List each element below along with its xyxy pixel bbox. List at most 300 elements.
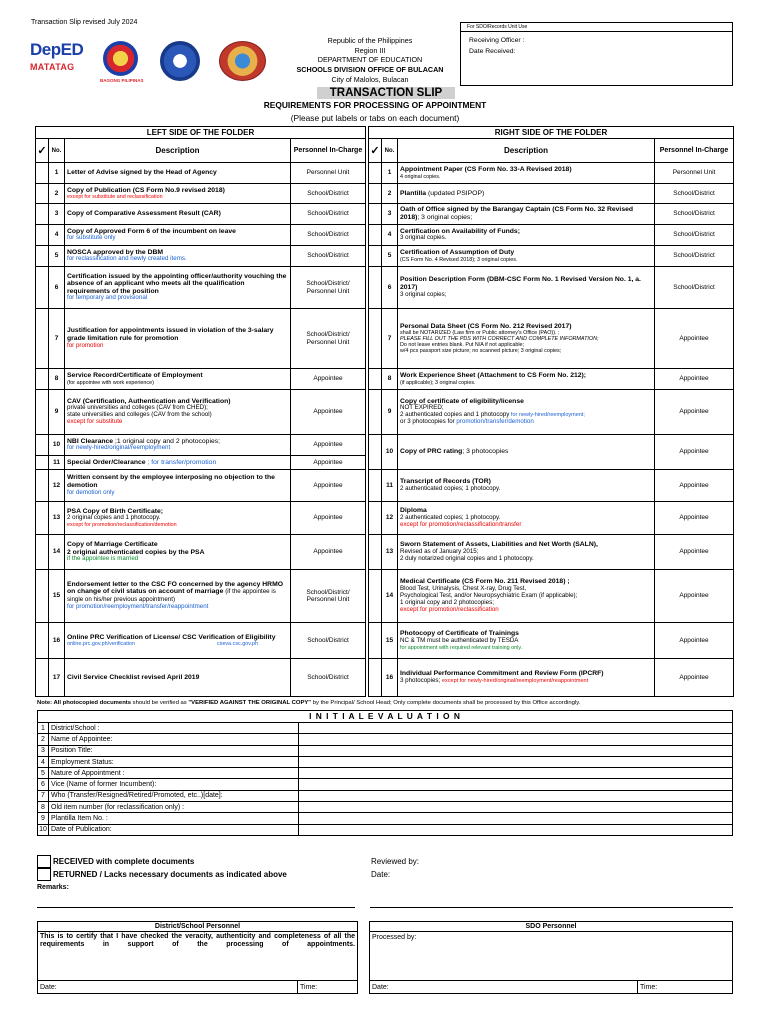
personnel-in-charge: Appointee (291, 470, 366, 502)
personnel-column-header: Personnel In-Charge (291, 139, 366, 163)
personnel-in-charge: Personnel Unit (291, 163, 366, 184)
table-row (38, 779, 733, 790)
checkbox-cell[interactable] (36, 659, 49, 697)
table-row (369, 470, 734, 502)
row-number: 15 (49, 570, 65, 623)
row-number: 2 (382, 184, 398, 204)
personnel-in-charge: School/District (655, 184, 734, 204)
requirement-title: Service Record/Certificate of Employment (67, 372, 203, 380)
evaluation-value-field[interactable] (299, 745, 733, 756)
letterhead-line: Republic of the Philippines (327, 36, 413, 45)
row-number: 9 (38, 813, 49, 824)
row-description (65, 390, 291, 435)
row-description (398, 267, 655, 309)
table-row (36, 246, 366, 267)
checkbox-cell[interactable] (369, 470, 382, 502)
letterhead-line: SCHOOLS DIVISION OFFICE OF BULACAN (296, 65, 444, 75)
row-description (398, 246, 655, 267)
requirement-title: Plantilla (400, 189, 427, 197)
row-number: 17 (49, 659, 65, 697)
row-description (65, 225, 291, 246)
personnel-in-charge: School/District (655, 225, 734, 246)
checkbox-cell[interactable] (369, 623, 382, 659)
row-number: 10 (382, 435, 398, 470)
evaluation-value-field[interactable] (299, 824, 733, 835)
requirement-detail: 4 original copies. (400, 173, 441, 180)
requirement-exception: except for newly-hired/original/reemployment/reappointment (441, 677, 589, 684)
row-description (65, 309, 291, 369)
row-number: 6 (49, 267, 65, 309)
table-row (36, 309, 366, 369)
checkbox-cell[interactable] (36, 570, 49, 623)
division-seal-icon (219, 41, 266, 81)
table-row (36, 369, 366, 390)
initial-evaluation-table (37, 710, 733, 836)
right-table-heading: RIGHT SIDE OF THE FOLDER (369, 127, 734, 139)
evaluation-label: Name of Appointee: (49, 734, 299, 745)
page-subtitle: REQUIREMENTS FOR PROCESSING OF APPOINTMENT (263, 100, 487, 110)
revision-label: Transaction Slip revised July 2024 (31, 19, 138, 26)
bagong-pilipinas-label: BAGONG PILIPINAS (100, 78, 144, 83)
requirement-condition: for newly-hired/reemployment; (509, 412, 585, 419)
letterhead-line: City of Malolos, Bulacan (331, 74, 409, 84)
table-row (369, 435, 734, 470)
district-time-field[interactable]: Time: (300, 984, 318, 991)
receiving-officer-label: Receiving Officer : (469, 37, 525, 44)
remarks-line (37, 907, 355, 908)
checkbox-cell[interactable] (369, 163, 382, 184)
table-row (38, 734, 733, 745)
evaluation-label: Old item number (for reclassification only) : (49, 802, 299, 813)
left-requirements-table (35, 126, 366, 697)
evaluation-value-field[interactable] (299, 768, 733, 779)
row-number: 8 (38, 802, 49, 813)
requirement-title: Oath of Office signed by the Barangay Captain (CS Form No. 32 Revised 2018) (400, 206, 634, 221)
personnel-in-charge: Appointee (655, 369, 734, 390)
personnel-in-charge: Appointee (655, 390, 734, 435)
personnel-in-charge: School/District (291, 659, 366, 697)
evaluation-label: Plantilla Item No. : (49, 813, 299, 824)
evaluation-value-field[interactable] (299, 734, 733, 745)
deped-wordmark: DepED (30, 40, 84, 59)
received-label: RECEIVED with complete documents (53, 857, 195, 866)
row-description (398, 659, 655, 697)
row-description (398, 435, 655, 470)
checkbox-cell[interactable] (369, 435, 382, 470)
row-number: 7 (382, 309, 398, 369)
personnel-in-charge: Appointee (655, 309, 734, 369)
requirement-detail: 2 authenticated copies and 1 photocopy (400, 411, 510, 419)
row-number: 2 (49, 184, 65, 204)
requirement-condition: for reclassification and newly created items. (67, 255, 187, 263)
requirement-detail: 3 original copies; (400, 290, 447, 298)
table-row (38, 768, 733, 779)
bagong-pilipinas-logo (103, 41, 138, 76)
personnel-in-charge: School/District (655, 204, 734, 225)
records-unit-box (460, 22, 733, 86)
requirement-detail: (if applicable); 3 original copies. (400, 379, 476, 386)
table-row (369, 659, 734, 697)
row-number: 15 (382, 623, 398, 659)
checkbox-cell[interactable] (369, 369, 382, 390)
evaluation-value-field[interactable] (299, 802, 733, 813)
verification-note (37, 700, 737, 706)
table-row (36, 184, 366, 204)
note-emphasis: "VERIFIED AGAINST THE ORIGINAL COPY" (188, 700, 312, 706)
requirement-condition: for appointment with required relevant training only. (400, 644, 523, 651)
returned-checkbox[interactable] (37, 868, 51, 881)
row-number: 9 (382, 390, 398, 435)
personnel-in-charge: Appointee (655, 570, 734, 623)
checkbox-cell[interactable] (36, 470, 49, 502)
requirement-title: Endorsement letter to the CSC FO concerned by the agency HRMO on change of civil status on account of marriage (67, 580, 284, 596)
requirement-detail: 3 photocopies; (400, 676, 441, 684)
requirement-detail: (for appointee with work experience) (67, 379, 154, 386)
checkbox-cell[interactable] (369, 184, 382, 204)
personnel-in-charge: School/District/ Personnel Unit (291, 267, 366, 309)
evaluation-label: District/School : (49, 723, 299, 734)
requirement-detail: (if the appointee is single on his/her previous appointment) (67, 588, 276, 604)
checkbox-cell[interactable] (369, 267, 382, 309)
requirement-title: Diploma (400, 507, 427, 515)
requirement-title: Certification issued by the appointing officer/authority vouching the absence of an applicant who meets all the qualification requirements of the position (67, 272, 287, 295)
row-description (398, 369, 655, 390)
row-number: 1 (38, 723, 49, 734)
personnel-in-charge: Appointee (655, 659, 734, 697)
row-number: 4 (49, 225, 65, 246)
row-description (398, 623, 655, 659)
requirement-detail: 2 duly notarized original copies and 1 photocopy. (400, 554, 534, 562)
row-description (65, 570, 291, 623)
page-title: TRANSACTION SLIP (317, 87, 455, 99)
reviewed-by-label: Reviewed by: (371, 857, 420, 866)
row-description (65, 502, 291, 535)
requirement-detail: NC & TM must be authenticated by TESDA (400, 636, 519, 644)
row-number: 8 (382, 369, 398, 390)
left-table-heading: LEFT SIDE OF THE FOLDER (36, 127, 366, 139)
requirement-title: Justification for appointments issued in violation of the 3-salary grade limitation rule for promotion (67, 327, 274, 343)
requirement-condition: if the appointee is married (67, 555, 139, 563)
personnel-in-charge: School/District (291, 623, 366, 659)
requirement-condition: for demotion only (67, 488, 115, 496)
row-description (65, 267, 291, 309)
sdo-time-field[interactable]: Time: (640, 984, 658, 991)
personnel-in-charge: Appointee (655, 623, 734, 659)
sdo-date-field[interactable]: Date: (370, 981, 638, 994)
requirement-detail: 2 authenticated copies; 1 photocopy. (400, 513, 501, 521)
requirement-title: CAV (Certification, Authentication and Verification) (67, 397, 231, 405)
requirement-title: PSA Copy of Birth Certificate; (67, 507, 164, 515)
row-number: 7 (38, 790, 49, 801)
requirement-title: Written consent by the employee interposing no objection to the demotion (67, 474, 275, 490)
remarks-line (370, 907, 733, 908)
table-row (369, 535, 734, 570)
district-date-time-row (38, 980, 357, 994)
requirement-title: Online PRC Verification of License/ CSC Verification of Eligibility (67, 633, 276, 641)
requirement-title: Photocopy of Certificate of Trainings (400, 630, 519, 638)
personnel-in-charge: Appointee (655, 435, 734, 470)
checkbox-cell[interactable] (36, 163, 49, 184)
checkbox-cell[interactable] (369, 390, 382, 435)
row-number: 13 (49, 502, 65, 535)
requirement-title: Work Experience Sheet (Attachment to CS Form No. 212); (400, 372, 587, 380)
requirement-detail: 1 original copy and 2 photocopies; (400, 598, 494, 606)
table-row (369, 246, 734, 267)
district-box-title: District/School Personnel (38, 922, 357, 932)
requirement-title: Copy of Publication (CS Form No.9 revised 2018) (67, 186, 225, 194)
table-row (38, 824, 733, 835)
requirement-title: Copy of PRC rating (400, 448, 463, 456)
checkbox-cell[interactable] (36, 502, 49, 535)
row-number: 10 (38, 824, 49, 835)
row-number: 13 (382, 535, 398, 570)
description-column-header: Description (398, 139, 655, 163)
personnel-in-charge: Appointee (655, 470, 734, 502)
requirement-detail: ;1 original copy and 2 photocopies; (113, 437, 221, 445)
table-row (36, 535, 366, 570)
table-row (369, 309, 734, 369)
evaluation-value-field[interactable] (299, 723, 733, 734)
personnel-in-charge: School/District (291, 225, 366, 246)
csc-verification-link[interactable]: cseva.csc.gov.ph (217, 641, 258, 648)
table-row (38, 745, 733, 756)
requirement-exception: except for substitute (67, 418, 123, 426)
evaluation-value-field[interactable] (299, 790, 733, 801)
personnel-in-charge: School/District/ Personnel Unit (291, 309, 366, 369)
requirement-detail: shall be NOTARIZED (Law firm or Public attorney's Office (PAO)). ; (400, 330, 560, 337)
requirement-exception: except for substitute and reclassification (67, 194, 163, 201)
description-column-header: Description (65, 139, 291, 163)
number-column-header: No. (49, 139, 65, 163)
evaluation-value-field[interactable] (299, 813, 733, 824)
requirement-detail: ; 3 photocopies (462, 448, 509, 456)
letterhead-line: DEPARTMENT OF EDUCATION (317, 55, 423, 65)
row-number: 11 (382, 470, 398, 502)
checkbox-cell[interactable] (36, 225, 49, 246)
received-option[interactable] (37, 855, 194, 868)
requirement-title: Transcript of Records (TOR) (400, 478, 491, 486)
table-row (369, 225, 734, 246)
row-description (398, 204, 655, 225)
note-text: by the Principal/ School Head; Only complete documents shall be processed by this Office accordingly. (311, 700, 581, 706)
requirement-detail: ; 3 original copies; (417, 214, 473, 221)
table-row (36, 659, 366, 697)
row-description (398, 502, 655, 535)
row-description (398, 535, 655, 570)
received-checkbox[interactable] (37, 855, 51, 868)
row-number: 8 (49, 369, 65, 390)
row-description (65, 535, 291, 570)
personnel-in-charge: School/District (291, 246, 366, 267)
table-row (38, 723, 733, 734)
table-row (369, 267, 734, 309)
table-row (36, 435, 366, 456)
requirement-exception: except for promotion/reclassification/demotion (67, 522, 177, 529)
evaluation-value-field[interactable] (299, 779, 733, 790)
row-number: 1 (382, 163, 398, 184)
row-number: 6 (38, 779, 49, 790)
checkbox-cell[interactable] (369, 570, 382, 623)
personnel-in-charge: School/District (291, 204, 366, 225)
requirement-title: Letter of Advise signed by the Head of Agency (67, 169, 217, 177)
district-date-field[interactable]: Date: (38, 981, 298, 994)
personnel-in-charge: Appointee (291, 390, 366, 435)
requirement-title: Personal Data Sheet (CS Form No. 212 Revised 2017) (400, 322, 572, 330)
row-description (65, 456, 291, 470)
row-number: 5 (38, 768, 49, 779)
checkbox-cell[interactable] (36, 204, 49, 225)
requirement-title: NOSCA approved by the DBM (67, 248, 164, 256)
checkbox-cell[interactable] (36, 456, 49, 470)
checkbox-cell[interactable] (36, 535, 49, 570)
checkbox-cell[interactable] (36, 390, 49, 435)
requirement-condition: ; for transfer/promotion (145, 458, 217, 466)
table-row (38, 756, 733, 767)
row-description (398, 570, 655, 623)
number-column-header: No. (382, 139, 398, 163)
requirement-detail: 2 authenticated copies; 1 photocopy. (400, 484, 501, 492)
table-row (36, 390, 366, 435)
requirement-detail: PLEASE FILL OUT THE PDS WITH CORRECT AND COMPLETE INFORMATION; (400, 336, 599, 343)
table-row (369, 502, 734, 535)
row-description (65, 204, 291, 225)
requirement-condition: for temporary and provisional (67, 294, 148, 302)
sdo-date-time-row (370, 980, 732, 994)
sdo-personnel-box (369, 921, 733, 994)
requirement-title: Special Order/Clearance (67, 458, 146, 466)
personnel-in-charge: Appointee (291, 435, 366, 456)
deped-seal-icon (160, 41, 200, 81)
row-number: 14 (382, 570, 398, 623)
row-description (398, 163, 655, 184)
checkbox-cell[interactable] (369, 204, 382, 225)
reviewed-date-label: Date: (371, 870, 391, 879)
requirement-condition: for substitute only (67, 234, 116, 242)
evaluation-label: Date of Publication: (49, 824, 299, 835)
checkbox-cell[interactable] (369, 502, 382, 535)
requirement-title: Copy of certificate of eligibility/license (400, 397, 524, 405)
processed-by-label: Processed by: (372, 934, 417, 941)
checkbox-cell[interactable] (369, 309, 382, 369)
check-column-header: ✓ (369, 139, 382, 163)
letterhead-line: Region III (354, 45, 386, 55)
row-description (398, 390, 655, 435)
row-number: 9 (49, 390, 65, 435)
table-row (36, 163, 366, 184)
row-number: 5 (382, 246, 398, 267)
evaluation-value-field[interactable] (299, 756, 733, 767)
checkbox-cell[interactable] (36, 309, 49, 369)
returned-option[interactable] (37, 868, 287, 881)
checkbox-cell[interactable] (36, 184, 49, 204)
personnel-in-charge: Appointee (291, 502, 366, 535)
evaluation-label: Nature of Appointment : (49, 768, 299, 779)
row-description (65, 659, 291, 697)
check-column-header: ✓ (36, 139, 49, 163)
row-number: 12 (382, 502, 398, 535)
checkbox-cell[interactable] (369, 659, 382, 697)
table-row (36, 456, 366, 470)
requirement-detail: private universities and colleges (CAV from CHED); (67, 404, 208, 412)
row-description (65, 184, 291, 204)
checkbox-cell[interactable] (369, 535, 382, 570)
row-number: 16 (49, 623, 65, 659)
table-row (36, 570, 366, 623)
row-number: 4 (38, 756, 49, 767)
checkbox-cell[interactable] (369, 225, 382, 246)
requirement-detail: Revised as of January 2015; (400, 547, 479, 555)
requirement-detail: w/4 pcs passport size picture; no scanned picture; 3 original copies; (400, 348, 562, 355)
deped-logo (30, 40, 100, 82)
checkbox-cell[interactable] (36, 369, 49, 390)
checkbox-cell[interactable] (36, 623, 49, 659)
requirement-detail: Psychological Test, and/or Neuropsychiatric Exam (if applicable); (400, 591, 578, 599)
evaluation-title: I N I T I A L E V A L U A T I O N (38, 711, 733, 723)
row-description (398, 225, 655, 246)
checkbox-cell[interactable] (369, 246, 382, 267)
label-instruction: (Please put labels or tabs on each document) (290, 113, 460, 123)
row-number: 1 (49, 163, 65, 184)
row-number: 5 (49, 246, 65, 267)
date-received-label: Date Received: (469, 48, 516, 55)
letterhead (270, 36, 470, 85)
requirement-condition: for promotion/reemployment/transfer/reappointment (67, 603, 209, 611)
table-row (38, 802, 733, 813)
row-number: 2 (38, 734, 49, 745)
requirement-title: Certification on Availability of Funds; (400, 227, 520, 235)
requirement-title: 2 original authenticated copies by the PSA (67, 548, 205, 556)
row-description (65, 470, 291, 502)
row-description (65, 369, 291, 390)
checkbox-cell[interactable] (36, 246, 49, 267)
row-number: 7 (49, 309, 65, 369)
sdo-box-title: SDO Personnel (370, 922, 732, 932)
row-description (398, 309, 655, 369)
requirement-title: Copy of Marriage Certificate (67, 540, 158, 548)
requirement-title: Position Description Form (DBM-CSC Form No. 1 Revised Version No. 1, a. 2017) (400, 276, 641, 292)
row-number: 14 (49, 535, 65, 570)
requirement-title: Certification of Assumption of Duty (400, 249, 515, 257)
table-row (369, 163, 734, 184)
table-row (369, 204, 734, 225)
row-description (65, 163, 291, 184)
requirement-condition: promotion/transfer/demotion (456, 418, 534, 426)
row-number: 11 (49, 456, 65, 470)
personnel-column-header: Personnel In-Charge (655, 139, 734, 163)
requirement-title: Copy of Comparative Assessment Result (CAR) (67, 210, 221, 218)
table-row (38, 813, 733, 824)
personnel-in-charge: Appointee (655, 502, 734, 535)
note-lead: Note: All photocopied documents (37, 700, 133, 706)
matatag-wordmark: MATATAG (30, 62, 75, 72)
requirement-exception: except for promotion/reclassification (400, 605, 499, 613)
checkbox-cell[interactable] (36, 435, 49, 456)
requirement-condition: for newly-hired/original/reemployment (67, 444, 171, 452)
note-text: should be verified as (132, 700, 189, 706)
prc-verification-link[interactable]: online.prc.gov.ph/verification (67, 641, 135, 648)
requirement-detail: state universities and colleges (CAV from the school) (67, 411, 212, 419)
personnel-in-charge: Appointee (291, 535, 366, 570)
table-row (36, 267, 366, 309)
checkbox-cell[interactable] (36, 267, 49, 309)
personnel-in-charge: Personnel Unit (655, 163, 734, 184)
requirement-detail: (CS Form No. 4 Revised 2018); 3 original copies. (400, 256, 518, 263)
table-row (36, 204, 366, 225)
requirement-detail: (updated PSIPOP) (426, 189, 485, 197)
table-row (38, 790, 733, 801)
table-row (369, 369, 734, 390)
table-row (369, 570, 734, 623)
